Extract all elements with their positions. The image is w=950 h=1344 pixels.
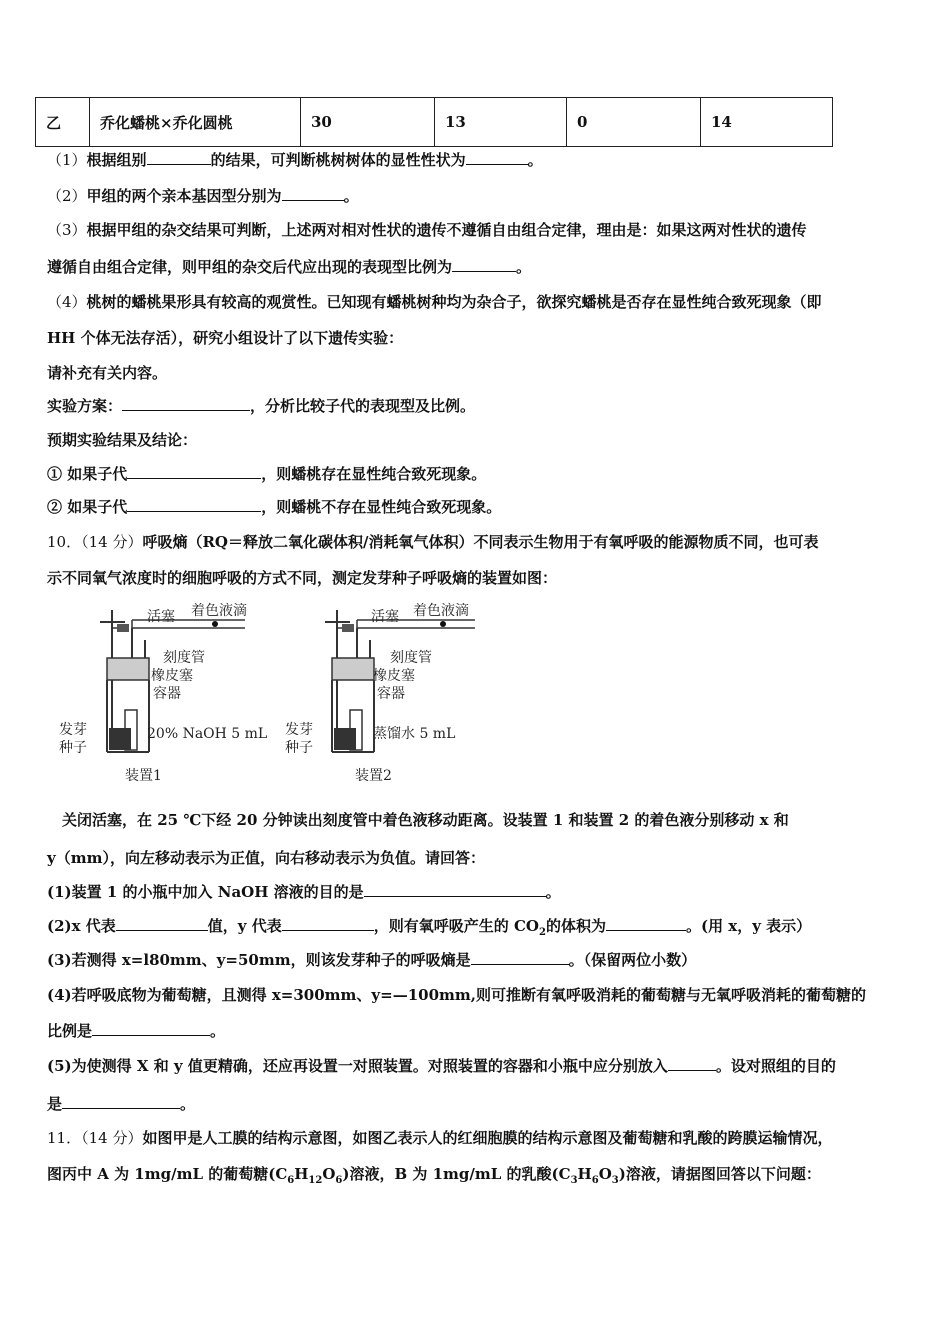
caption-apparatus-1: 装置1 bbox=[125, 768, 162, 784]
q11-heading: 11．（14 分）如图甲是人工膜的结构示意图，如图乙表示人的红细胞膜的结构示意图及葡萄糖和乳酸的跨膜运输情况， bbox=[47, 1129, 833, 1147]
answer-blank bbox=[127, 464, 261, 479]
cross-cell: 乔化蟠桃×乔化圆桃 bbox=[90, 98, 301, 147]
answer-blank bbox=[282, 916, 374, 931]
label-seed-1: 发芽 bbox=[59, 722, 87, 738]
q10-heading-cont: 示不同氧气浓度时的细胞呼吸的方式不同，测定发芽种子呼吸熵的装置如图： bbox=[47, 569, 558, 587]
count-cell-2: 13 bbox=[435, 98, 567, 147]
q11-heading-cont: 图丙中 A 为 1mg/mL 的葡萄糖$(C_6H_{12}O_6)$溶液，B 为 1mg/mL 的乳酸$(C_3H_6O_3)$溶液，请据图回答以下问题： bbox=[47, 1165, 821, 1186]
q9-part4-instruction: 请补充有关内容。 bbox=[47, 364, 168, 382]
label-seed-2: 种子 bbox=[59, 740, 87, 756]
answer-blank bbox=[282, 186, 344, 201]
table-row bbox=[36, 98, 833, 147]
respiration-apparatus-figure bbox=[55, 600, 505, 785]
q9-expectation: 预期实验结果及结论： bbox=[47, 431, 198, 449]
caption-apparatus-2: 装置2 bbox=[355, 768, 392, 784]
label-naoh: 20% NaOH 5 mL bbox=[147, 726, 268, 742]
group-cell: 乙 bbox=[36, 98, 90, 147]
answer-blank bbox=[471, 950, 569, 965]
answer-blank bbox=[606, 916, 686, 931]
label-droplet-2: 着色液滴 bbox=[413, 603, 469, 619]
answer-blank bbox=[122, 396, 250, 411]
q10-sub1: (1)装置 1 的小瓶中加入 NaOH 溶液的目的是 。 bbox=[47, 883, 561, 901]
q10-sub5-cont: 是 。 bbox=[47, 1095, 196, 1113]
q10-sub4-cont: 比例是 。 bbox=[47, 1022, 226, 1040]
q10-sub2: (2)x 代表 值，y 代表 ，则有氧呼吸产生的 $CO_2$的体积为 。(用 x，y 表示） bbox=[47, 917, 812, 938]
q10-heading: 10．（14 分）呼吸熵（RQ＝释放二氧化碳体积/消耗氧气体积）不同表示生物用于有氧呼吸的能源物质不同，也可表 bbox=[47, 533, 819, 551]
label-tube-2: 刻度管 bbox=[390, 650, 432, 666]
q9-part3: （3）根据甲组的杂交结果可判断，上述两对相对性状的遗传不遵循自由组合定律，理由是：如果这两对性状的遗传 bbox=[47, 221, 807, 239]
q9-part1: （1）根据组别 的结果，可判断桃树树体的显性性状为 。 bbox=[47, 151, 543, 169]
answer-blank bbox=[127, 497, 261, 512]
count-cell-4: 14 bbox=[701, 98, 833, 147]
answer-blank bbox=[364, 882, 546, 897]
q9-part2: （2）甲组的两个亲本基因型分别为 。 bbox=[47, 187, 359, 205]
label-water: 蒸馏水 5 mL bbox=[373, 726, 456, 742]
q9-part4-cont: HH 个体无法存活），研究小组设计了以下遗传实验： bbox=[47, 329, 404, 347]
answer-blank bbox=[116, 916, 208, 931]
label-tube: 刻度管 bbox=[163, 650, 205, 666]
count-cell-3: 0 bbox=[567, 98, 701, 147]
q10-setup-2: y（mm），向左移动表示为正值，向右移动表示为负值。请回答： bbox=[47, 849, 485, 867]
label-seed-2-2: 种子 bbox=[285, 740, 313, 756]
apparatus-2 bbox=[285, 602, 475, 784]
label-droplet: 着色液滴 bbox=[191, 603, 247, 619]
label-stopcock: 活塞 bbox=[147, 609, 175, 625]
apparatus-1 bbox=[59, 602, 267, 784]
count-cell-1: 30 bbox=[301, 98, 435, 147]
answer-blank bbox=[62, 1094, 180, 1109]
label-container: 容器 bbox=[153, 686, 181, 702]
answer-blank bbox=[452, 257, 516, 272]
label-plug: 橡皮塞 bbox=[151, 668, 193, 684]
q9-part4: （4）桃树的蟠桃果形具有较高的观赏性。已知现有蟠桃树种均为杂合子，欲探究蟠桃是否存在显性纯合致死现象（即 bbox=[47, 293, 822, 311]
answer-blank bbox=[147, 150, 211, 165]
label-plug-2: 橡皮塞 bbox=[373, 668, 415, 684]
q10-sub4: (4)若呼吸底物为葡萄糖，且测得 x=300mm、y=—100mm,则可推断有氧呼吸消耗的葡萄糖与无氧呼吸消耗的葡萄糖的 bbox=[47, 986, 866, 1004]
q9-part3-cont: 遵循自由组合定律，则甲组的杂交后代应出现的表现型比例为 。 bbox=[47, 258, 532, 276]
answer-blank bbox=[668, 1056, 716, 1071]
q9-plan: 实验方案： ，分析比较子代的表现型及比例。 bbox=[47, 397, 476, 415]
label-stopcock-2: 活塞 bbox=[371, 609, 399, 625]
q10-setup-1: 关闭活塞，在 25 ℃下经 20 分钟读出刻度管中着色液移动距离。设装置 1 和装置 2 的着色液分别移动 x 和 bbox=[62, 811, 789, 829]
answer-blank bbox=[92, 1021, 210, 1036]
label-container-2: 容器 bbox=[377, 686, 405, 702]
label-seed-2-1: 发芽 bbox=[285, 722, 313, 738]
q10-sub5: (5)为使测得 X 和 y 值更精确，还应再设置一对照装置。对照装置的容器和小瓶中应分别放入 。设对照组的目的 bbox=[47, 1057, 836, 1075]
q9-result-2: ② 如果子代 ，则蟠桃不存在显性纯合致死现象。 bbox=[47, 498, 502, 516]
q10-sub3: (3)若测得 x=l80mm、y=50mm，则该发芽种子的呼吸熵是 。（保留两位小数） bbox=[47, 951, 697, 969]
cross-result-table bbox=[35, 97, 833, 147]
answer-blank bbox=[466, 150, 528, 165]
q9-result-1: ① 如果子代 ，则蟠桃存在显性纯合致死现象。 bbox=[47, 465, 487, 483]
